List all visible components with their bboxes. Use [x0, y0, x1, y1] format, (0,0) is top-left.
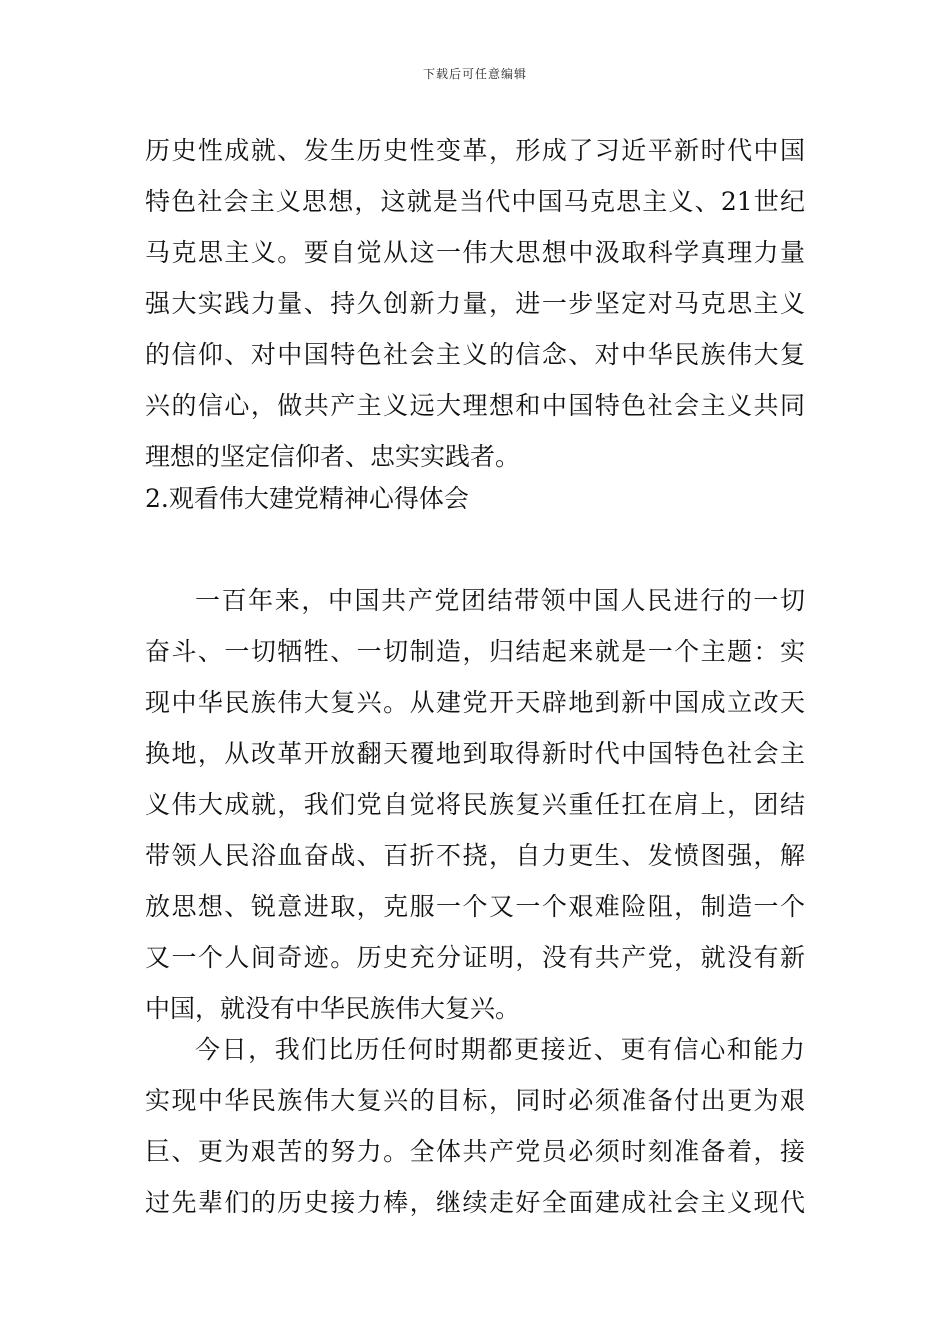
section-heading: 2.观看伟大建党精神心得体会	[145, 484, 469, 513]
paragraph-line: 实现中华民族伟大复兴的目标，同时必须准备付出更为艰	[145, 1086, 805, 1115]
paragraph-2	[145, 1024, 805, 1228]
paragraph-line: 一百年来，中国共产党团结带领中国人民进行的一切	[195, 586, 805, 615]
paragraph-line: 中国，就没有中华民族伟大复兴。	[145, 994, 521, 1023]
paragraph-line: 历史性成就、发生历史性变革，形成了习近平新时代中国	[145, 136, 805, 165]
paragraph-line: 兴的信心，做共产主义远大理想和中国特色社会主义共同	[145, 391, 805, 420]
paragraph-line: 现中华民族伟大复兴。从建党开天辟地到新中国成立改天	[145, 688, 805, 717]
paragraph-line: 马克思主义。要自觉从这一伟大思想中汲取科学真理力量	[145, 238, 805, 267]
paragraph-line: 巨、更为艰苦的努力。全体共产党员必须时刻准备着，接	[145, 1137, 805, 1166]
paragraph-1	[145, 575, 805, 1034]
paragraph-line: 又一个人间奇迹。历史充分证明，没有共产党，就没有新	[145, 943, 805, 972]
paragraph-line: 理想的坚定信仰者、忠实实践者。	[145, 442, 521, 471]
page-header-note: 下载后可任意编辑	[422, 67, 527, 81]
paragraph-line: 今日，我们比历任何时期都更接近、更有信心和能力	[195, 1035, 805, 1064]
paragraph-line: 换地，从改革开放翻天覆地到取得新时代中国特色社会主	[145, 739, 805, 768]
paragraph-line: 义伟大成就，我们党自觉将民族复兴重任扛在肩上，团结	[145, 790, 805, 819]
paragraph-line: 特色社会主义思想，这就是当代中国马克思主义、21世纪	[145, 187, 805, 216]
paragraph-line: 带领人民浴血奋战、百折不挠，自力更生、发愤图强，解	[145, 841, 805, 870]
paragraph-line: 放思想、锐意进取，克服一个又一个艰难险阻，制造一个	[145, 892, 805, 921]
paragraph-line: 强大实践力量、持久创新力量，进一步坚定对马克思主义	[145, 289, 805, 318]
continued-paragraph	[145, 125, 805, 482]
paragraph-line: 过先辈们的历史接力棒，继续走好全面建成社会主义现代	[145, 1188, 805, 1217]
paragraph-line: 的信仰、对中国特色社会主义的信念、对中华民族伟大复	[145, 340, 805, 369]
paragraph-line: 奋斗、一切牺牲、一切制造，归结起来就是一个主题：实	[145, 637, 805, 666]
